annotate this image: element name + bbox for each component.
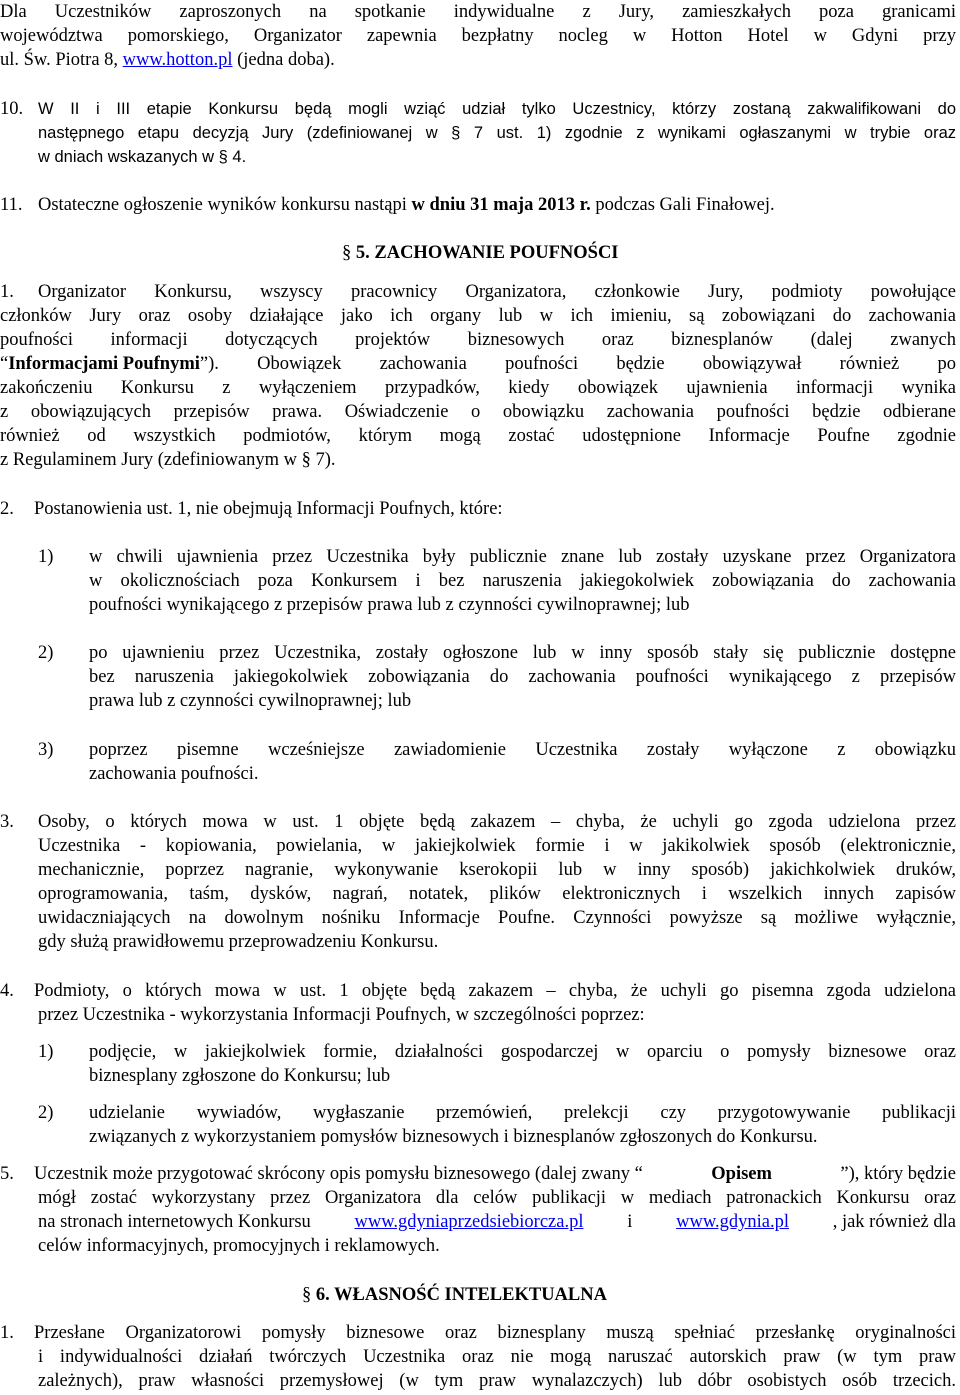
s5-p5-line-1-lead: Uczestnik może przygotować skrócony opis pomysłu biznesowego (dalej zwany “ [34,1164,643,1184]
item-10-line-3: w dniach wskazanych w § 4. [38,148,247,166]
s5-p5-line-3-lead: na stronach internetowych Konkursu [38,1212,311,1232]
s5-p5-line-2: mógł zostać wykorzystany przez Organizatora dla celów publikacji w mediach patronackich Konkursu oraz [38,1188,956,1208]
s5-p3-number: 3. [0,812,14,832]
s5-p3-line-1: Osoby, o których mowa w ust. 1 objęte będą zakazem – chyba, że uchyli go zgoda udzielona przez [38,812,956,832]
s5-p2-i1-line-1: w chwili ujawnienia przez Uczestnika były publicznie znane lub zostały uzyskane przez Organizatora [89,547,956,567]
intro-line-3 [0,48,335,72]
intro-address: ul. Św. Piotra 8, [0,50,123,70]
s5-p4-number: 4. [0,981,14,1001]
s5-p2-i2-line-2: bez naruszenia jakiegokolwiek zobowiązania do zachowania poufności wynikającego z przepisów [89,667,956,687]
s5-p4-i1-line-1: podjęcie, w jakiejkolwiek formie, działalności gospodarczej w oparciu o pomysły biznesowe oraz [89,1042,956,1062]
gdynia-link[interactable]: www.gdynia.pl [676,1212,789,1232]
s6-p1-line-3: zależnych), praw własności przemysłowej (w tym praw wynalazczych) lub dóbr osobistych osób trzecich. [38,1371,956,1391]
s5-p1-line-2: członków Jury oraz osoby działające jako ich organy lub w ich imieniu, są zobowiązani do zachowania [0,306,956,326]
s5-p3-line-3: mechanicznie, poprzez nagranie, wykonywanie kserokopii lub w inny sposób) jakichkolwiek druków, [38,860,956,880]
s5-p1-line-1: Organizator Konkursu, wszyscy pracownicy Organizatora, członkowie Jury, podmioty powołujące [38,282,956,302]
s5-p2-i3-line-1: poprzez pisemne wcześniejsze zawiadomienie Uczestnika zostały wyłączone z obowiązku [89,740,956,760]
s5-p1-line-5: zakończeniu Konkursu z wyłączeniem przypadków, kiedy obowiązek ujawnienia informacji wynika [0,378,956,398]
item-11-tail: podczas Gali Finałowej. [590,195,775,215]
s5-p4-i2-line-2: związanych z wykorzystaniem pomysłów biznesowych i biznesplanów zgłoszonych do Konkursu. [89,1127,818,1147]
s5-p1-line-6: z obowiązujących przepisów prawa. Oświadczenie o obowiązku zachowania poufności będzie odbierane [0,402,956,422]
s6-p1-number: 1. [0,1323,14,1343]
s5-p2-i2-number: 2) [38,643,54,663]
s5-p1-line-4 [0,352,956,376]
s5-p3-line-6: gdy służą prawidłowemu przeprowadzeniu Konkursu. [38,932,439,952]
section-5-heading [342,241,619,265]
s5-p5-line-4: celów informacyjnych, promocyjnych i reklamowych. [38,1236,440,1256]
item-10-number: 10. [0,99,24,119]
section-6-title: 6. WŁASNOŚĆ INTELEKTUALNA [315,1285,607,1305]
term-opis: Opisem [711,1164,772,1184]
term-informacje-poufne: Informacjami Poufnymi [8,354,200,374]
s5-p4-i2-number: 2) [38,1103,54,1123]
s5-p2-i3-line-2: zachowania poufności. [89,764,259,784]
s5-p1-line-7: również od wszystkich podmiotów, którym mogą zostać udostępnione Informacje Poufne zgodnie [0,426,956,446]
s5-p1-number: 1. [0,282,14,302]
s5-p5-number: 5. [0,1164,14,1184]
gdyniaprzedsiebiorcza-link[interactable]: www.gdyniaprzedsiebiorcza.pl [354,1212,584,1232]
s5-p3-line-4: oprogramowania, taśm, dysków, nagrań, notatek, plików elektronicznych i wszelkich innych zapisów [38,884,956,904]
s5-p5-line-3 [38,1210,956,1234]
s5-p3-line-2: Uczestnika - kopiowania, powielania, w jakiejkolwiek formie i w jakikolwiek sposób (elektronicznie, [38,836,956,856]
s5-p3-line-5: uwidaczniających na dowolnym nośniku Informacje Poufne. Czynności powyższe są możliwe wyłącznie, [38,908,956,928]
item-11-date: w dniu 31 maja 2013 r. [411,195,591,215]
item-11-number: 11. [0,195,23,215]
s6-p1-line-2: i indywidualności działań twórczych Uczestnika oraz nie mogą naruszać autorskich praw (w tym praw [38,1347,956,1367]
s5-p1-line-4-rest: ”). Obowiązek zachowania poufności będzie obowiązywał również po [199,354,956,374]
intro-stay-note: (jedna doba). [232,50,335,70]
s5-p1-line-3: poufności informacji dotyczących projektów biznesowych oraz biznesplanów (dalej zwanych [0,330,956,350]
paragraph-symbol: § [302,1285,312,1305]
s5-p2-text: Postanowienia ust. 1, nie obejmują Informacji Poufnych, które: [34,499,503,519]
s5-p2-i1-number: 1) [38,547,54,567]
s5-p4-line-1: Podmioty, o których mowa w ust. 1 objęte będą zakazem – chyba, że uchyli go pisemna zgoda udzielona [34,981,956,1001]
item-10-line-2: następnego etapu decyzją Jury (zdefiniowanej w § 7 ust. 1) zgodnie z wynikami ogłaszanymi w trybie oraz [38,124,956,142]
item-10-line-1: W II i III etapie Konkursu będą mogli wziąć udział tylko Uczestnicy, którzy zostaną zakwalifikowani do [38,100,956,118]
s5-p4-i2-line-1: udzielanie wywiadów, wygłaszanie przemówień, prelekcji czy przygotowywanie publikacji [89,1103,956,1123]
s6-p1-line-1: Przesłane Organizatorowi pomysły biznesowe oraz biznesplany muszą spełniać przesłankę oryginalności [34,1323,956,1343]
s5-p5-line-1-tail: ”), który będzie [840,1164,956,1184]
s5-p5-line-1 [34,1162,956,1186]
item-11-lead: Ostateczne ogłoszenie wyników konkursu nastąpi [38,195,412,215]
s5-p2-i3-number: 3) [38,740,54,760]
paragraph-symbol: § [342,243,352,263]
s5-p2-i1-line-2: w okolicznościach poza Konkursem i bez naruszenia jakiegokolwiek zobowiązania do zachowania [89,571,956,591]
s5-p2-i2-line-3: prawa lub z czynności cywilnoprawnej; lub [89,691,412,711]
item-11-text [38,193,775,217]
s5-p4-i1-number: 1) [38,1042,54,1062]
conjunction-i: i [627,1212,633,1232]
s5-p5-line-3-tail: , jak również dla [832,1212,956,1232]
s5-p2-i1-line-3: poufności wynikającego z przepisów prawa lub z czynności cywilnoprawnej; lub [89,595,690,615]
hotton-link[interactable]: www.hotton.pl [122,50,233,70]
section-5-title: 5. ZACHOWANIE POUFNOŚCI [355,243,619,263]
s5-p2-i2-line-1: po ujawnieniu przez Uczestnika, zostały ogłoszone lub w inny sposób stały się publicznie dostępne [89,643,956,663]
intro-line-2: województwa pomorskiego, Organizator zapewnia bezpłatny nocleg w Hotton Hotel w Gdyni przy [0,26,956,46]
section-6-heading [302,1283,607,1307]
s5-p4-line-2: przez Uczestnika - wykorzystania Informacji Poufnych, w szczególności poprzez: [38,1005,645,1025]
s5-p2-number: 2. [0,499,14,519]
open-quote: “ [0,354,9,374]
intro-line-1: Dla Uczestników zaproszonych na spotkanie indywidualne z Jury, zamieszkałych poza granicami [0,2,956,22]
s5-p4-i1-line-2: biznesplany zgłoszone do Konkursu; lub [89,1066,391,1086]
s5-p1-line-8: z Regulaminem Jury (zdefiniowanym w § 7). [0,450,336,470]
